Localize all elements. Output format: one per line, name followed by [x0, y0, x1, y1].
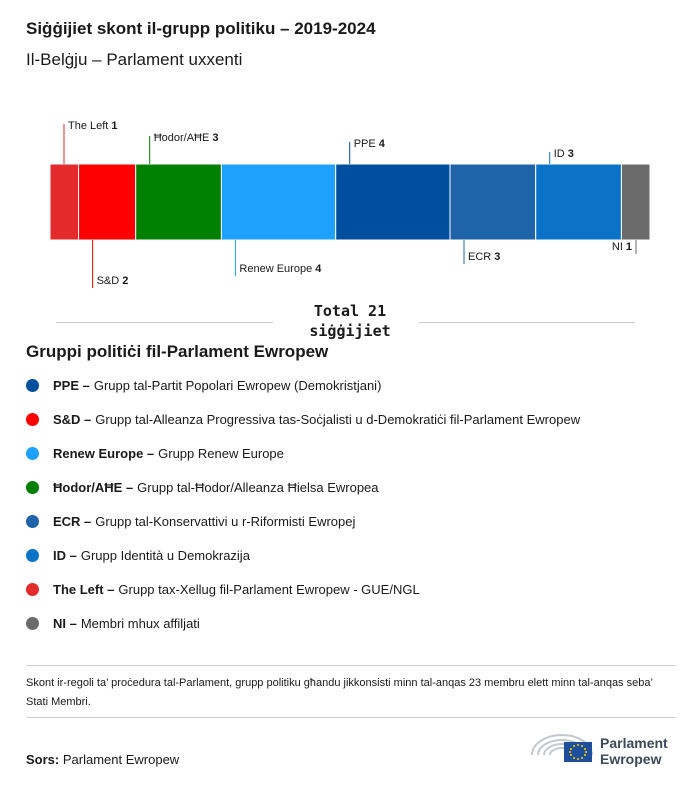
- segment-label-value: 4: [378, 138, 385, 150]
- legend-abbr: ID –: [53, 547, 77, 563]
- total-right-rule: [418, 322, 635, 323]
- segment-label-value: 3: [212, 132, 219, 144]
- segment-label-name: NI: [611, 241, 623, 253]
- legend-dot-icon: [26, 447, 39, 460]
- legend-item: [26, 436, 676, 470]
- logo-line1: Parlament: [600, 735, 668, 751]
- legend-item: [26, 470, 676, 504]
- legend-title: Gruppi politiċi fil-Parlament Ewropew: [26, 342, 329, 361]
- legend-item: [26, 606, 676, 640]
- bar-segment: [50, 164, 79, 240]
- legend-item: [26, 538, 676, 572]
- legend-dot-icon: [26, 515, 39, 528]
- legend-abbr: The Left –: [53, 581, 115, 597]
- legend-desc: Membri mhux affiljati: [80, 615, 200, 631]
- legend-dot-icon: [26, 481, 39, 494]
- legend-desc: Grupp tal-Alleanza Progressiva tas-Soċjalisti u d-Demokratiċi fil-Parlament Ewropew: [95, 411, 581, 427]
- logo-line2: Ewropew: [600, 751, 662, 767]
- segment-label-value: 4: [315, 263, 322, 275]
- legend-dot-icon: [26, 379, 39, 392]
- segment-label: [612, 241, 632, 253]
- legend-dot-icon: [26, 583, 39, 596]
- total-seats: [280, 301, 420, 341]
- legend-abbr: ECR –: [53, 513, 92, 529]
- segment-label-name: The Left: [68, 120, 109, 132]
- source-label: Sors:: [26, 752, 60, 767]
- european-parliament-logo: [530, 729, 680, 769]
- segment-label: [468, 251, 500, 263]
- legend-item: [26, 368, 676, 402]
- chart-title: Siġġijiet skont il-grupp politiku – 2019-2024: [26, 19, 376, 38]
- legend-dot-icon: [26, 549, 39, 562]
- legend-item: [26, 572, 676, 606]
- segment-label: [154, 132, 219, 144]
- legend: [26, 368, 676, 640]
- legend-abbr: Ħodor/AĦE –: [53, 479, 134, 495]
- total-left-rule: [56, 322, 273, 323]
- legend-dot-icon: [26, 413, 39, 426]
- legend-abbr: NI –: [53, 615, 77, 631]
- legend-desc: Grupp Identità u Demokrazija: [80, 547, 250, 563]
- segment-label-name: Renew Europe: [239, 263, 313, 275]
- bar-segment: [136, 164, 222, 240]
- segment-label-value: 1: [111, 120, 118, 132]
- segment-label-value: 3: [567, 148, 574, 160]
- total-seats-line1: Total 21: [313, 302, 387, 320]
- segment-label-name: ID: [553, 148, 565, 160]
- european-parliament-logo-icon: [530, 729, 594, 769]
- segment-label: [354, 138, 386, 150]
- logo-text: [600, 735, 668, 767]
- source-text: Parlament Ewropew: [62, 752, 180, 767]
- legend-dot-icon: [26, 617, 39, 630]
- legend-desc: Grupp Renew Europe: [158, 445, 284, 461]
- legend-abbr: PPE –: [53, 377, 90, 393]
- segment-label-name: Ħodor/AĦE: [153, 132, 210, 144]
- segment-label-name: PPE: [353, 138, 376, 150]
- segment-label: [97, 275, 129, 287]
- legend-item: [26, 402, 676, 436]
- bar-segment: [79, 164, 136, 240]
- total-seats-line2: siġġijiet: [309, 322, 391, 340]
- legend-desc: Grupp tal-Partit Popolari Ewropew (Demokristjani): [93, 377, 382, 393]
- bar-segment: [221, 164, 335, 240]
- segment-label: [239, 263, 322, 275]
- bar-segment: [336, 164, 450, 240]
- bar-segment: [450, 164, 536, 240]
- segment-label-name: S&D: [96, 275, 120, 287]
- source-line: [26, 752, 179, 767]
- legend-item: [26, 504, 676, 538]
- rules-note: Skont ir-regoli ta’ proċedura tal-Parlament, grupp politiku għandu jikkonsisti minn tal-anqas 23 membru elett minn tal-anqas seba’ Stati Membri.: [26, 677, 653, 708]
- segment-label-value: 2: [122, 275, 129, 287]
- seat-bar-chart: [0, 100, 700, 295]
- legend-desc: Grupp tal-Konservattivi u r-Riformisti Ewropej: [95, 513, 356, 529]
- segment-label-value: 3: [494, 251, 501, 263]
- note-bottom-divider: [26, 717, 676, 718]
- segment-label: [554, 148, 574, 160]
- segment-label-name: ECR: [468, 251, 492, 263]
- legend-desc: Grupp tal-Ħodor/Alleanza Ħielsa Ewropea: [137, 479, 379, 495]
- segment-label-value: 1: [625, 241, 632, 253]
- note-top-divider: [26, 665, 676, 666]
- bar-segment: [621, 164, 650, 240]
- chart-subtitle: Il-Belġju – Parlament uxxenti: [26, 50, 243, 69]
- segment-label: [68, 120, 117, 132]
- bar-segment: [536, 164, 622, 240]
- legend-desc: Grupp tax-Xellug fil-Parlament Ewropew - GUE/NGL: [118, 581, 420, 597]
- legend-abbr: Renew Europe –: [53, 445, 155, 461]
- legend-abbr: S&D –: [53, 411, 92, 427]
